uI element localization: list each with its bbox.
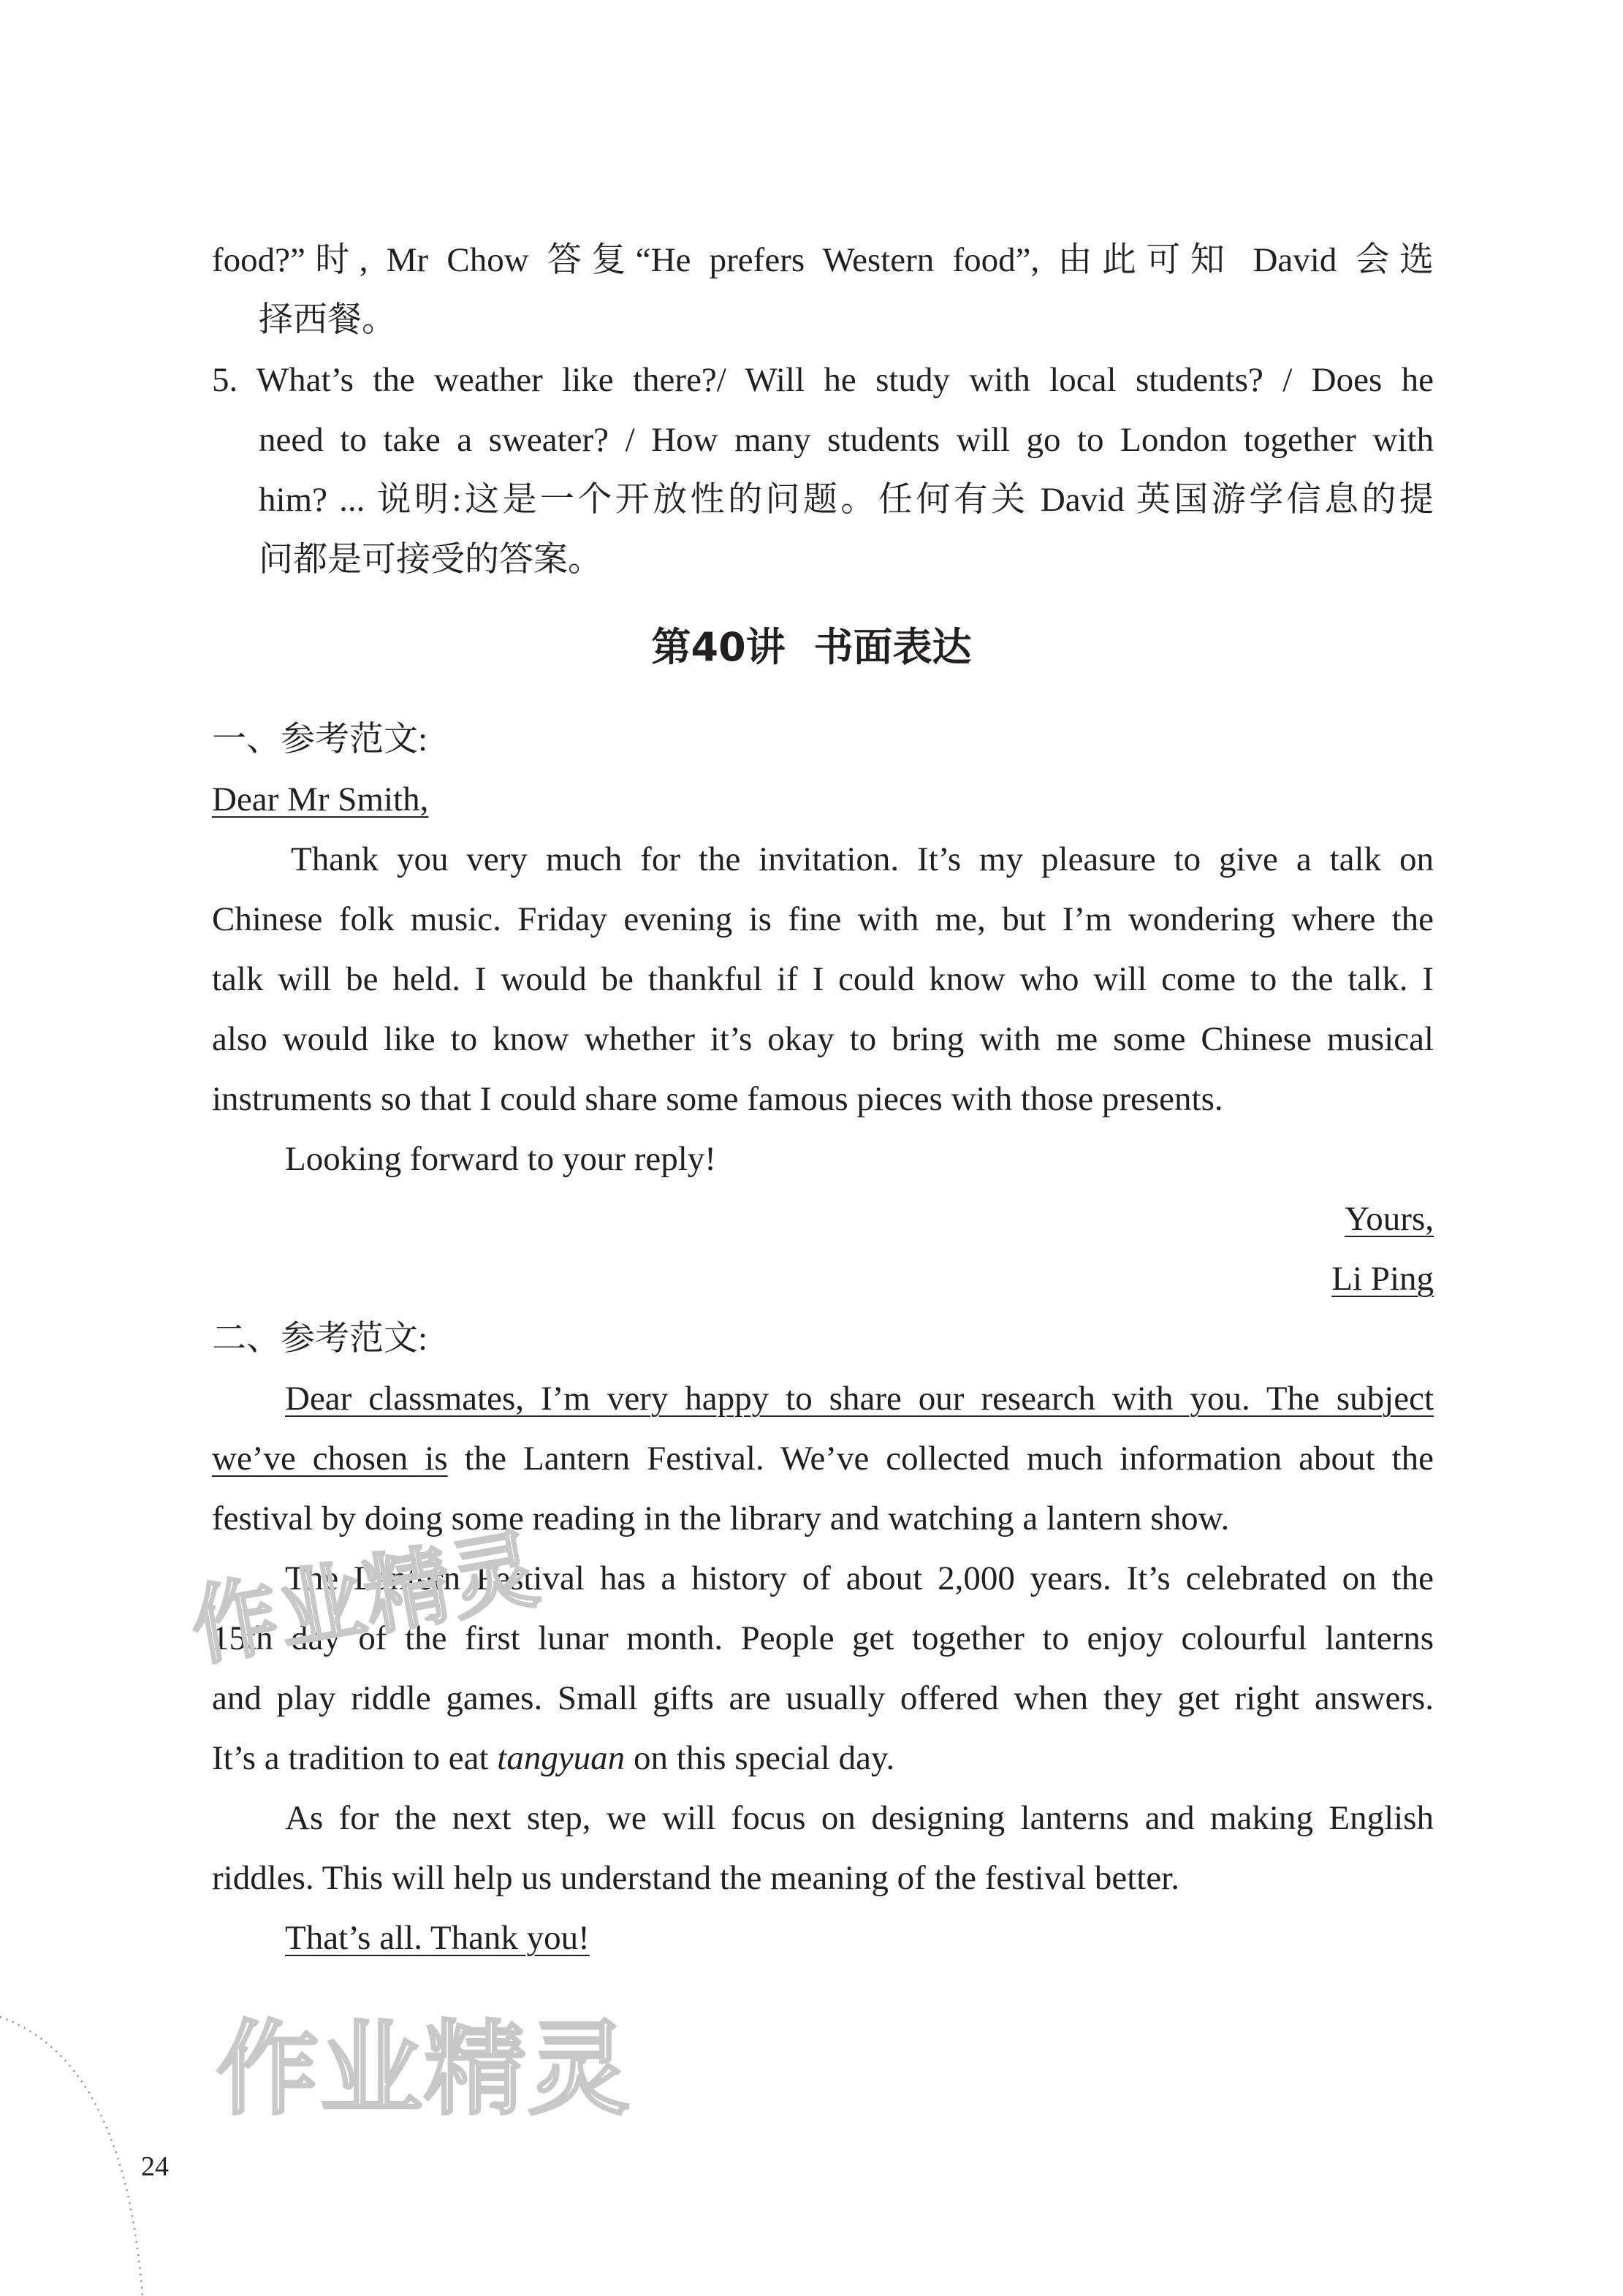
prev-answer-line: food?”时, Mr Chow 答复“He prefers Western food”, 由此可知 David 会选: [212, 241, 1434, 279]
speech-line: we’ve chosen is the Lantern Festival. We’ve collected much information about the: [212, 1440, 1434, 1478]
answer-5-line: him? ... 说明:这是一个开放性的问题。任何有关 David 英国游学信息的提: [259, 481, 1434, 519]
answer-5-line: 5. What’s the weather like there?/ Will he study with local students? / Does he: [212, 361, 1434, 399]
letter-body-line: Looking forward to your reply!: [285, 1140, 716, 1178]
part1-heading: 一、参考范文:: [212, 721, 428, 759]
speech-line: Dear classmates, I’m very happy to share our research with you. The subject: [285, 1380, 1434, 1418]
letter-body-line: instruments so that I could share some famous pieces with those presents.: [212, 1080, 1223, 1118]
speech-line: festival by doing some reading in the library and watching a lantern show.: [212, 1499, 1230, 1537]
speech-line: riddles. This will help us understand the meaning of the festival better.: [212, 1859, 1179, 1897]
letter-salutation: Dear Mr Smith,: [212, 780, 429, 818]
speech-line: It’s a tradition to eat tangyuan on this special day.: [212, 1739, 895, 1777]
letter-signature: Li Ping: [1331, 1260, 1434, 1298]
part2-heading: 二、参考范文:: [212, 1320, 428, 1358]
speech-line: The Lantern Festival has a history of about 2,000 years. It’s celebrated on the: [285, 1559, 1434, 1597]
watermark: 作业精灵: [216, 2010, 632, 2129]
page-number: 24: [126, 2137, 184, 2196]
speech-line: 15th day of the first lunar month. People get together to enjoy colourful lanterns: [212, 1619, 1434, 1657]
letter-closing: Yours,: [1345, 1200, 1434, 1238]
watermark: 作业精灵: [183, 1518, 547, 1679]
speech-line: and play riddle games. Small gifts are usually offered when they get right answers.: [212, 1679, 1434, 1717]
prev-answer-line: 择西餐。: [259, 301, 396, 339]
letter-body-line: Thank you very much for the invitation. It’s my pleasure to give a talk on: [291, 840, 1434, 878]
lecture-title: 第40讲 书面表达: [651, 624, 972, 670]
letter-body-line: also would like to know whether it’s okay to bring with me some Chinese musical: [212, 1020, 1434, 1058]
letter-body-line: Chinese folk music. Friday evening is fine with me, but I’m wondering where the: [212, 900, 1434, 938]
speech-line: As for the next step, we will focus on designing lanterns and making English: [285, 1799, 1434, 1837]
speech-closing: That’s all. Thank you!: [285, 1919, 590, 1957]
answer-5-line: need to take a sweater? / How many students will go to London together with: [259, 421, 1434, 459]
answer-5-line: 问都是可接受的答案。: [259, 541, 602, 579]
letter-body-line: talk will be held. I would be thankful if I could know who will come to the talk. I: [212, 960, 1434, 998]
